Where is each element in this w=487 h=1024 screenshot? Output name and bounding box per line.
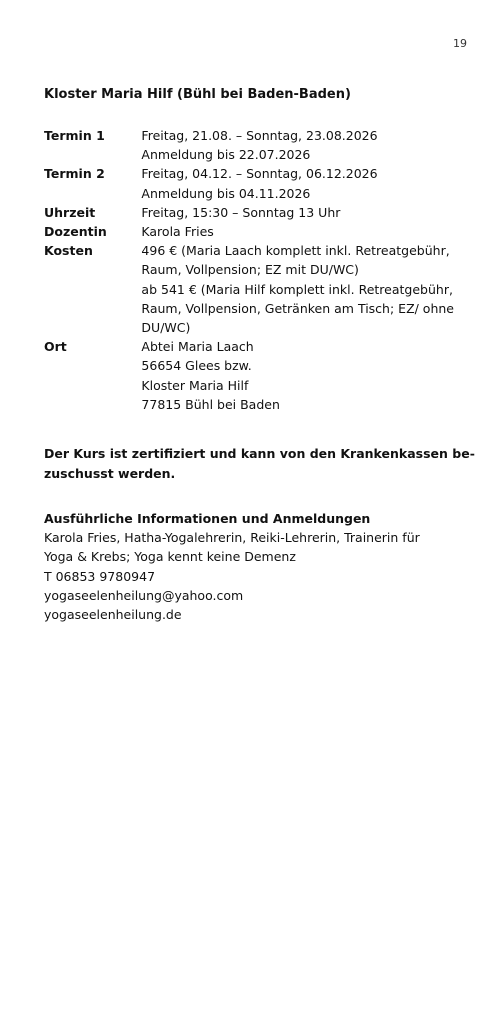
detail-line: ab 541 € (Maria Hilf komplett inkl. Retreatgebühr,	[141, 281, 453, 297]
detail-line: Raum, Vollpension, Getränken am Tisch; EZ/ ohne	[141, 300, 454, 316]
detail-row-termin-2	[44, 164, 454, 202]
detail-row-kosten	[44, 241, 454, 337]
detail-line: 496 € (Maria Laach komplett inkl. Retreatgebühr,	[141, 243, 450, 259]
detail-line: Anmeldung bis 22.07.2026	[141, 147, 311, 163]
section-title: Kloster Maria Hilf (Bühl bei Baden-Baden)	[44, 87, 351, 102]
detail-line: 77815 Bühl bei Baden	[141, 396, 280, 412]
contact-phone: T 06853 9780947	[44, 568, 156, 584]
contact-website: yogaseelenheilung.de	[44, 607, 182, 623]
detail-line: Kloster Maria Hilf	[141, 377, 249, 393]
certification-notice	[44, 444, 475, 483]
contact-heading: Ausführliche Informationen und Anmeldungen	[44, 511, 371, 527]
contact-info	[44, 509, 454, 624]
detail-row-dozentin	[44, 222, 454, 241]
detail-row-termin-1	[44, 126, 454, 164]
detail-label: Termin 1	[44, 128, 105, 143]
detail-line: DU/WC)	[141, 320, 191, 336]
detail-label: Dozentin	[44, 224, 107, 240]
course-details-table	[44, 126, 454, 414]
detail-value	[141, 337, 454, 414]
detail-line: 56654 Glees bzw.	[141, 358, 252, 374]
page-number: 19	[453, 37, 467, 50]
detail-line: Karola Fries	[141, 224, 214, 240]
detail-value	[141, 203, 454, 222]
detail-line: Anmeldung bis 04.11.2026	[141, 185, 311, 201]
detail-value	[141, 164, 454, 202]
detail-row-ort	[44, 337, 454, 414]
detail-label: Ort	[44, 339, 67, 355]
detail-value	[141, 126, 454, 164]
detail-line: Raum, Vollpension; EZ mit DU/WC)	[141, 262, 359, 278]
detail-line: Freitag, 15:30 – Sonntag 13 Uhr	[141, 204, 341, 220]
detail-row-uhrzeit	[44, 203, 454, 222]
detail-value	[141, 241, 454, 337]
detail-label: Uhrzeit	[44, 204, 96, 220]
detail-line: Abtei Maria Laach	[141, 339, 254, 355]
detail-label: Termin 2	[44, 166, 105, 182]
document-body	[44, 85, 475, 624]
contact-email: yogaseelenheilung@yahoo.com	[44, 587, 244, 603]
notice-line: zuschusst werden.	[44, 465, 176, 481]
notice-line: Der Kurs ist zertifiziert und kann von den Krankenkassen be-	[44, 446, 475, 462]
detail-line: Freitag, 21.08. – Sonntag, 23.08.2026	[141, 128, 378, 143]
contact-description: Yoga & Krebs; Yoga kennt keine Demenz	[44, 549, 296, 565]
detail-value	[141, 222, 454, 241]
contact-description: Karola Fries, Hatha-Yogalehrerin, Reiki-Lehrerin, Trainerin für	[44, 530, 420, 546]
detail-line: Freitag, 04.12. – Sonntag, 06.12.2026	[141, 166, 378, 182]
detail-label: Kosten	[44, 243, 93, 259]
